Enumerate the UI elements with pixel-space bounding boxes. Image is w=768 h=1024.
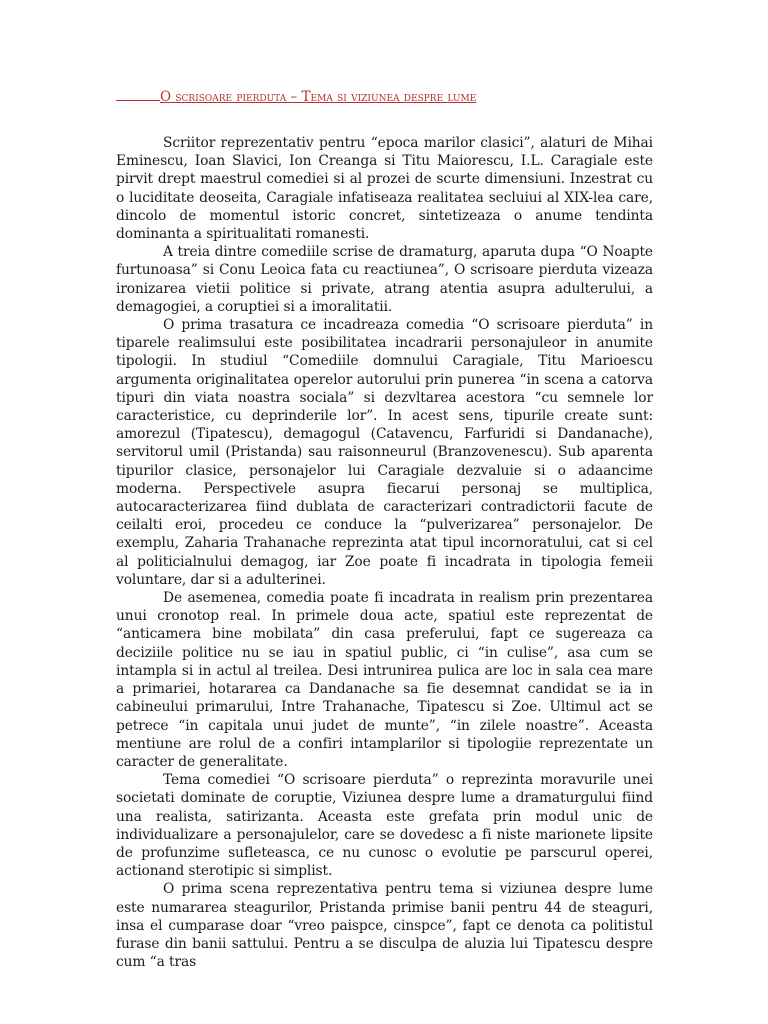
paragraph-4: De asemenea, comedia poate fi incadrata in realism prin prezentarea unui cronotop real. In primele doua acte, spatiul este reprezentat de “anticamera bine mobilata” din casa preferului, fapt ce sugereaza ca deciziile politice nu se iau in spatiul public, ci “in culise”, asa cum se intampla si in actul al treilea. Desi intrunirea pulica are loc in sala cea mare a primariei, hotararea ca Dandanache sa fie desemnat candidat se ia in cabineului primarului, Intre Trahanache, Tipatescu si Zoe. Ultimul act se petrece “in capitala unui judet de munte”, “in zilele noastre”. Aceasta mentiune are rolul de a confiri intamplarilor si tipologiie reprezentate un caracter de generalitate.: [116, 590, 653, 770]
paragraph-2: A treia dintre comediile scrise de dramaturg, aparuta dupa “O Noapte furtunoasa” si Conu Leoica fata cu reactiunea”, O scrisoare pierduta vizeaza ironizarea vietii politice si private, atrang atentia asupra adulterului, a demagogiei, a coruptiei si a imoralitatii.: [116, 244, 653, 315]
document-body: [116, 134, 653, 971]
paragraph-5: Tema comediei “O scrisoare pierduta” o reprezinta moravurile unei societati dominate de coruptie, Viziunea despre lume a dramaturgului fiind una realista, satirizanta. Aceasta este grefata prin modul unic de individualizare a personajulelor, care se dovedesc a fi niste marionete lipsite de profunzime sufleteasca, ce nu cunosc o evolutie pe parscurul operei, actionand sterotipic si simplist.: [116, 772, 653, 880]
document-title-text: O scrisoare pierduta – Tema si viziunea despre lume: [160, 89, 477, 105]
paragraph-3: O prima trasatura ce incadreaza comedia “O scrisoare pierduta” in tiparele realimsului este posibilitatea incadrarii personajuleor in anumite tipologii. In studiul “Comediile domnului Caragiale, Titu Marioescu argumenta originalitatea operelor autorului prin punerea “in scena a catorva tipuri din viata noastra sociala” si dezvltarea acestora “cu semnele lor caracteristice, cu deprinderile lor”. In acest sens, tipurile create sunt: amorezul (Tipatescu), demagogul (Catavencu, Farfuridi si Dandanache), servitorul umil (Pristanda) sau raisonneurul (Branzovenescu). Sub aparenta tipurilor clasice, personajelor lui Caragiale dezvaluie si o adaancime moderna. Perspectivele asupra fiecarui personaj se multiplica, autocaracterizarea fiind dublata de caracterizari contradictorii facute de ceilalti eroi, procedeu ce conduce la “pulverizarea” personajelor. De exemplu, Zaharia Trahanache reprezinta atat tipul incornoratului, cat si cel al politicialnului demagog, iar Zoe poate fi incadrata in tipologia femeii voluntare, dar si a adulterinei.: [116, 317, 653, 588]
paragraph-1: Scriitor reprezentativ pentru “epoca marilor clasici”, alaturi de Mihai Eminescu, Ioan Slavici, Ion Creanga si Titu Maiorescu, I.L. Caragiale este pirvit drept maestrul comediei si al prozei de scurte dimensiuni. Inzestrat cu o luciditate deoseita, Caragiale infatiseaza realitatea secluiui al XIX-lea care, dincolo de momentul istoric concret, sintetizeaza o anume tendinta dominanta a spiritualitati romanesti.: [116, 135, 653, 243]
title-underline-lead: [116, 86, 160, 101]
paragraph-6: O prima scena reprezentativa pentru tema si viziunea despre lume este numararea steagurilor, Pristanda primise banii pentru 44 de steaguri, insa el cumparase doar “vreo paispce, cinspce”, fapt ce denota ca politistul furase din banii sattului. Pentru a se disculpa de aluzia lui Tipatescu despre cum “a tras: [116, 881, 653, 971]
document-title: [116, 86, 653, 107]
document-page: [116, 86, 653, 971]
